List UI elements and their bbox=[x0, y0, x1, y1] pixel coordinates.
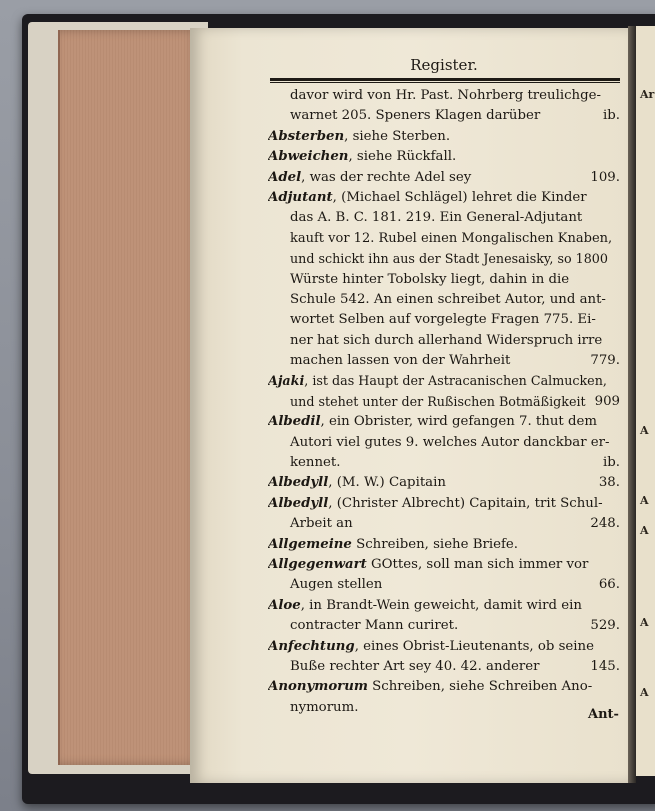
headword: Aloe bbox=[268, 597, 301, 613]
register-line-text: Arbeit an bbox=[290, 516, 353, 532]
page-reference: 909 bbox=[594, 393, 620, 409]
register-line bbox=[268, 453, 620, 473]
page-reference: 529. bbox=[590, 618, 620, 634]
right-page-fragment: A bbox=[640, 686, 649, 699]
register-line-text: Absterben, siehe Sterben. bbox=[268, 128, 451, 144]
register-line-text: wortet Selben auf vorgelegte Fragen 775. Ei- bbox=[290, 312, 596, 328]
register-line bbox=[268, 555, 620, 575]
register-line-text: und stehet unter der Rußischen Botmäßigkeit bbox=[290, 393, 586, 409]
register-line bbox=[268, 514, 620, 534]
register-line bbox=[268, 657, 620, 677]
register-line bbox=[268, 168, 620, 188]
right-page-fragment: Ar bbox=[640, 88, 655, 101]
page-reference: ib. bbox=[603, 455, 620, 471]
page-header: Register. bbox=[410, 56, 478, 74]
headword: Adel bbox=[268, 169, 302, 185]
page-reference: 66. bbox=[598, 577, 620, 593]
register-line-text: warnet 205. Speners Klagen darüber bbox=[290, 108, 541, 124]
register-line bbox=[268, 596, 620, 616]
register-line bbox=[268, 331, 620, 351]
register-line-text: Albedil, ein Obrister, wird gefangen 7. thut dem bbox=[268, 414, 597, 430]
register-line-text: Anfechtung, eines Obrist-Lieutenants, ob seine bbox=[268, 638, 594, 654]
register-line bbox=[268, 575, 620, 595]
register-line bbox=[268, 433, 620, 453]
register-line-text: und schickt ihn aus der Stadt Jenesaisky, so 1800 bbox=[290, 251, 608, 267]
page-reference: 248. bbox=[590, 516, 620, 532]
headword: Albedil bbox=[268, 414, 321, 430]
register-line bbox=[268, 698, 620, 718]
right-page-fragment: A bbox=[640, 524, 649, 537]
register-line-text: davor wird von Hr. Past. Nohrberg treulichge- bbox=[290, 88, 601, 103]
right-page bbox=[636, 26, 655, 776]
page-edges bbox=[58, 30, 200, 765]
headword: Adjutant bbox=[268, 189, 333, 205]
headword: Absterben bbox=[268, 128, 345, 144]
headword: Albedyll bbox=[268, 495, 329, 511]
register-line bbox=[268, 270, 620, 290]
register-line-text: Adel, was der rechte Adel sey bbox=[268, 169, 472, 185]
register-line bbox=[268, 412, 620, 432]
register-line bbox=[268, 310, 620, 330]
header-rule-thin bbox=[270, 82, 620, 83]
headword: Ajaki bbox=[268, 373, 305, 389]
register-line bbox=[268, 249, 620, 269]
register-line-text: Schule 542. An einen schreibet Autor, und ant- bbox=[290, 291, 606, 307]
register-line-text: ner hat sich durch allerhand Widerspruch irre bbox=[290, 332, 603, 348]
page-reference: 109. bbox=[590, 169, 620, 185]
register-line-text: Allgemeine Schreiben, siehe Briefe. bbox=[268, 536, 518, 552]
header-rule bbox=[270, 78, 620, 81]
book-gutter bbox=[628, 26, 636, 783]
register-entries bbox=[268, 86, 620, 718]
register-line bbox=[268, 106, 620, 126]
register-line-text: kauft vor 12. Rubel einen Mongalischen Knaben, bbox=[290, 230, 613, 246]
headword: Allgegenwart bbox=[268, 556, 367, 572]
page-reference: 38. bbox=[598, 475, 620, 491]
headword: Albedyll bbox=[268, 475, 329, 491]
register-line bbox=[268, 637, 620, 657]
register-line bbox=[268, 188, 620, 208]
register-line bbox=[268, 290, 620, 310]
register-line bbox=[268, 127, 620, 147]
register-line-text: kennet. bbox=[290, 455, 341, 471]
register-line bbox=[268, 351, 620, 371]
register-line bbox=[268, 147, 620, 167]
register-line-text: Augen stellen bbox=[290, 577, 383, 593]
register-line-text: Adjutant, (Michael Schlägel) lehret die Kinder bbox=[268, 189, 587, 205]
register-line bbox=[268, 473, 620, 493]
register-line-text: Buße rechter Art sey 40. 42. anderer bbox=[290, 658, 540, 674]
register-line bbox=[268, 229, 620, 249]
register-line bbox=[268, 494, 620, 514]
headword: Anfechtung bbox=[268, 638, 355, 654]
register-line bbox=[268, 392, 620, 412]
register-line-text: Anonymorum Schreiben, siehe Schreiben Ano- bbox=[268, 679, 593, 695]
register-line-text: contracter Mann curiret. bbox=[290, 618, 459, 634]
right-page-fragment: A bbox=[640, 494, 649, 507]
register-line-text: Ajaki, ist das Haupt der Astracanischen Calmucken, bbox=[268, 373, 607, 389]
headword: Anonymorum bbox=[268, 679, 368, 695]
register-line bbox=[268, 616, 620, 636]
page-reference: 145. bbox=[590, 658, 620, 674]
headword: Abweichen bbox=[268, 149, 349, 165]
register-line-text: Aloe, in Brandt-Wein geweicht, damit wird ein bbox=[268, 597, 582, 613]
right-page-fragment: A bbox=[640, 424, 649, 437]
register-line-text: Autori viel gutes 9. welches Autor danckbar er- bbox=[290, 434, 610, 450]
register-line-text: Albedyll, (M. W.) Capitain bbox=[268, 475, 446, 491]
register-line-text: Abweichen, siehe Rückfall. bbox=[268, 149, 457, 165]
right-page-fragment: A bbox=[640, 616, 649, 629]
page-reference: ib. bbox=[603, 108, 620, 124]
register-line-text: nymorum. bbox=[290, 699, 359, 715]
catchword: Ant- bbox=[588, 707, 619, 722]
register-line bbox=[268, 208, 620, 228]
register-line-text: Würste hinter Tobolsky liegt, dahin in die bbox=[290, 271, 570, 287]
register-line-text: machen lassen von der Wahrheit bbox=[290, 353, 511, 369]
register-line-text: Allgegenwart GOttes, soll man sich immer vor bbox=[268, 556, 589, 572]
register-line bbox=[268, 677, 620, 697]
page-reference: 779. bbox=[590, 353, 620, 369]
register-line bbox=[268, 371, 620, 391]
register-line bbox=[268, 535, 620, 555]
register-line-text: Albedyll, (Christer Albrecht) Capitain, trit Schul- bbox=[268, 495, 603, 511]
register-line bbox=[268, 86, 620, 106]
headword: Allgemeine bbox=[268, 536, 352, 552]
register-line-text: das A. B. C. 181. 219. Ein General-Adjutant bbox=[290, 210, 583, 226]
